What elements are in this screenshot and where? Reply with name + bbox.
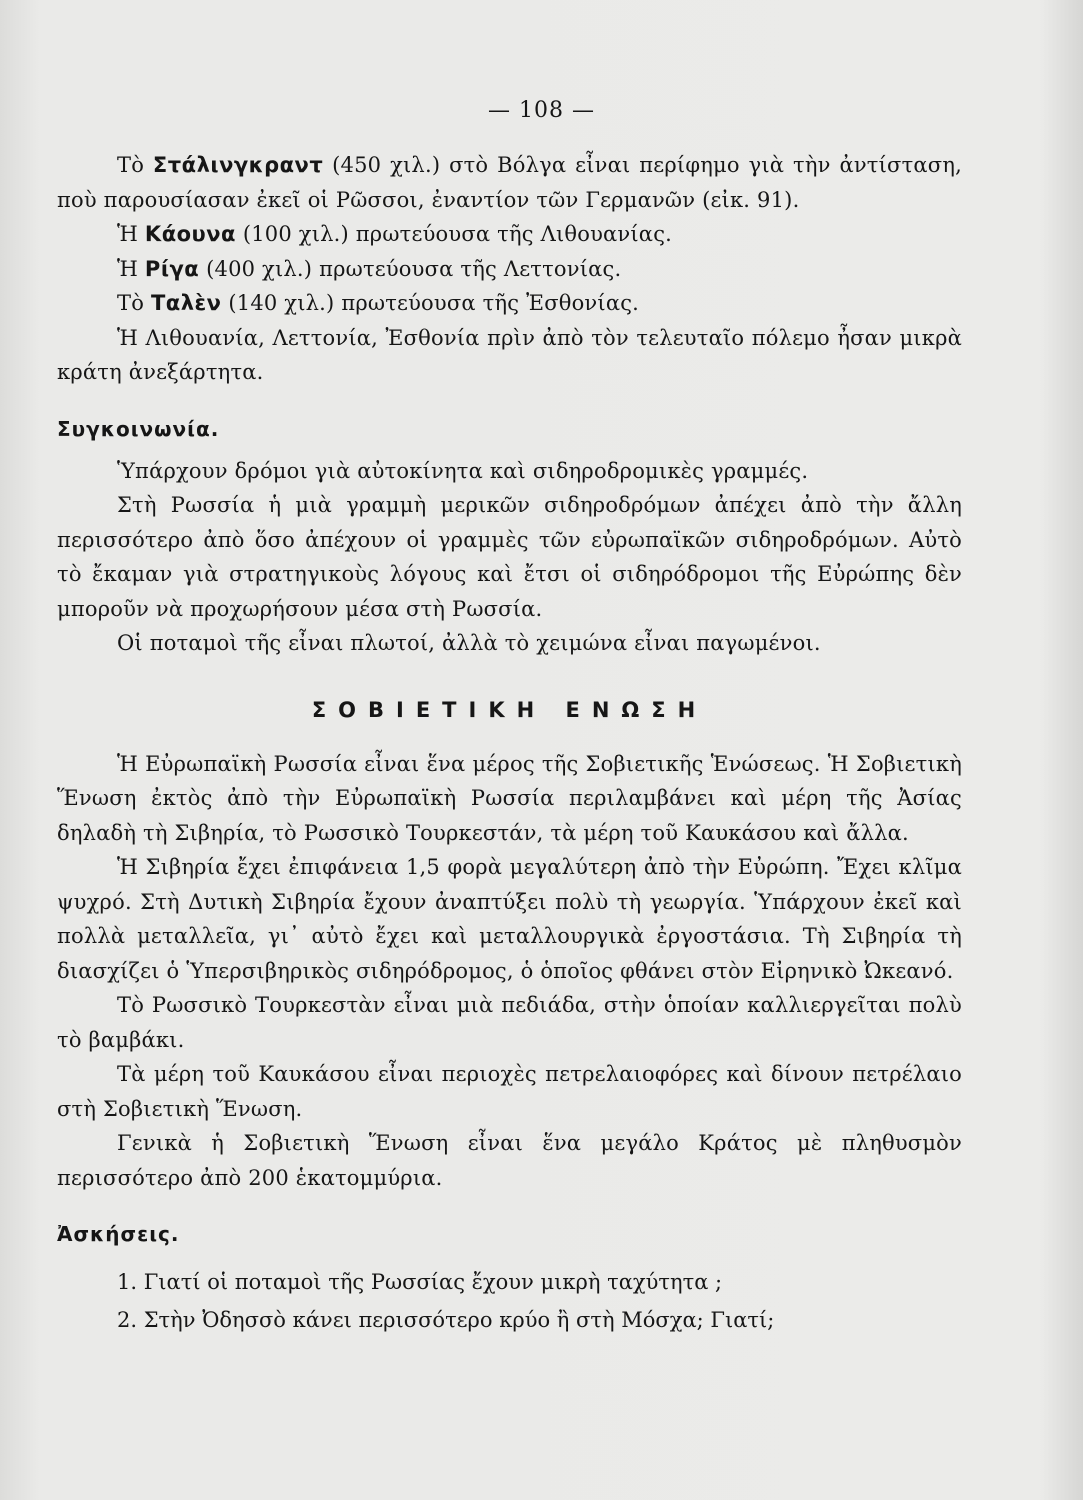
section-title: ΣΟΒΙΕΤΙΚΗ ΕΝΩΣΗ bbox=[311, 697, 708, 722]
communication-paragraph: Στὴ Ρωσσία ἡ μιὰ γραμμὴ μερικῶν σιδηροδρόμων ἀπέχει ἀπὸ τὴν ἄλλη περισσότερο ἀπὸ ὅσο ἀπέχουν οἱ γραμμὲς τῶν εὐρωπαϊκῶν σιδηροδρόμων. Αὐτὸ τὸ ἔκαμαν γιὰ στρατηγικοὺς λόγους καὶ ἔτσι οἱ σιδηρόδρομοι τῆς Εὐρώπης δὲν μποροῦν νὰ προχωρήσουν μέσα στὴ Ρωσσία. bbox=[57, 493, 962, 621]
soviet-paragraph: Τὰ μέρη τοῦ Καυκάσου εἶναι περιοχὲς πετρελαιοφόρες καὶ δίνουν πετρέλαιο στὴ Σοβιετικὴ Ἕνωση. bbox=[57, 1062, 962, 1121]
page-number: — 108 — bbox=[488, 98, 595, 123]
baltic-note: Ἡ Λιθουανία, Λεττονία, Ἐσθονία πρὶν ἀπὸ τὸν τελευταῖο πόλεμο ἦσαν μικρὰ κράτη ἀνεξάρτητα. bbox=[57, 325, 962, 384]
soviet-paragraph: Τὸ Ρωσσικὸ Τουρκεστὰν εἶναι μιὰ πεδιάδα, στὴν ὁποίαν καλλιεργεῖται πολὺ τὸ βαμβάκι. bbox=[57, 993, 962, 1052]
city-name: Ταλὲν bbox=[150, 291, 222, 315]
city-name: Στάλινγκραντ bbox=[152, 153, 324, 177]
soviet-paragraph: Ἡ Εὐρωπαϊκὴ Ρωσσία εἶναι ἕνα μέρος τῆς Σοβιετικῆς Ἑνώσεως. Ἡ Σοβιετικὴ Ἕνωση ἐκτὸς ἀπὸ τὴν Εὐρωπαϊκὴ Ρωσσία περιλαμβάνει καὶ μέρη τῆς Ἀσίας δηλαδὴ τὴ Σιβηρία, τὸ Ρωσσικὸ Τουρκεστάν, τὰ μέρη τοῦ Καυκάσου καὶ ἄλλα. bbox=[57, 751, 962, 845]
city-riga: Ἡ Ρίγα (400 χιλ.) πρωτεύουσα τῆς Λεττονίας. bbox=[117, 256, 622, 281]
soviet-paragraph: Γενικὰ ἡ Σοβιετικὴ Ἕνωση εἶναι ἕνα μεγάλο Κράτος μὲ πληθυσμὸν περισσότερο ἀπὸ 200 ἑκατομμύρια. bbox=[57, 1131, 962, 1190]
page-body bbox=[57, 148, 962, 1339]
communication-paragraph: Ὑπάρχουν δρόμοι γιὰ αὐτοκίνητα καὶ σιδηροδρομικὲς γραμμές. bbox=[117, 458, 809, 483]
city-name: Κάουνα bbox=[144, 222, 236, 246]
communication-paragraph: Οἱ ποταμοὶ τῆς εἶναι πλωτοί, ἀλλὰ τὸ χειμώνα εἶναι παγωμένοι. bbox=[117, 631, 821, 655]
soviet-paragraph: Ἡ Σιβηρία ἔχει ἐπιφάνεια 1,5 φορὰ μεγαλύτερη ἀπὸ τὴν Εὐρώπη. Ἔχει κλῖμα ψυχρό. Στὴ Δυτικὴ Σιβηρία ἔχουν ἀναπτύξει πολὺ τὴ γεωργία. Ὑπάρχουν ἐκεῖ καὶ πολλὰ μεταλλεῖα, γι᾿ αὐτὸ ἔχει καὶ μεταλλουργικὰ ἐργοστάσια. Τὴ Σιβηρία τὴ διασχίζει ὁ Ὑπερσιβηρικὸς σιδηρόδρομος, ὁ ὁποῖος φθάνει στὸν Εἰρηνικὸ Ὠκεανό. bbox=[57, 855, 962, 983]
city-stalingrad: Τὸ Στάλινγκραντ (450 χιλ.) στὸ Βόλγα εἶναι περίφημο γιὰ τὴν ἀντίσταση, ποὺ παρουσίασαν ἐκεῖ οἱ Ρῶσσοι, ἐναντίον τῶν Γερμανῶν (εἰκ. 91). bbox=[57, 153, 962, 212]
exercises-heading: Ἀσκήσεις. bbox=[57, 1222, 180, 1246]
exercise-item: 1. Γιατί οἱ ποταμοὶ τῆς Ρωσσίας ἔχουν μικρὴ ταχύτητα ; bbox=[117, 1270, 723, 1294]
city-tallinn: Τὸ Ταλὲν (140 χιλ.) πρωτεύουσα τῆς Ἐσθονίας. bbox=[117, 291, 640, 315]
exercise-item: 2. Στὴν Ὀδησσὸ κάνει περισσότερο κρύο ἢ στὴ Μόσχα; Γιατί; bbox=[117, 1308, 775, 1332]
city-kaunas: Ἡ Κάουνα (100 χιλ.) πρωτεύουσα τῆς Λιθουανίας. bbox=[117, 222, 673, 246]
communication-heading: Συγκοινωνία. bbox=[57, 416, 220, 441]
city-name: Ρίγα bbox=[144, 256, 200, 281]
